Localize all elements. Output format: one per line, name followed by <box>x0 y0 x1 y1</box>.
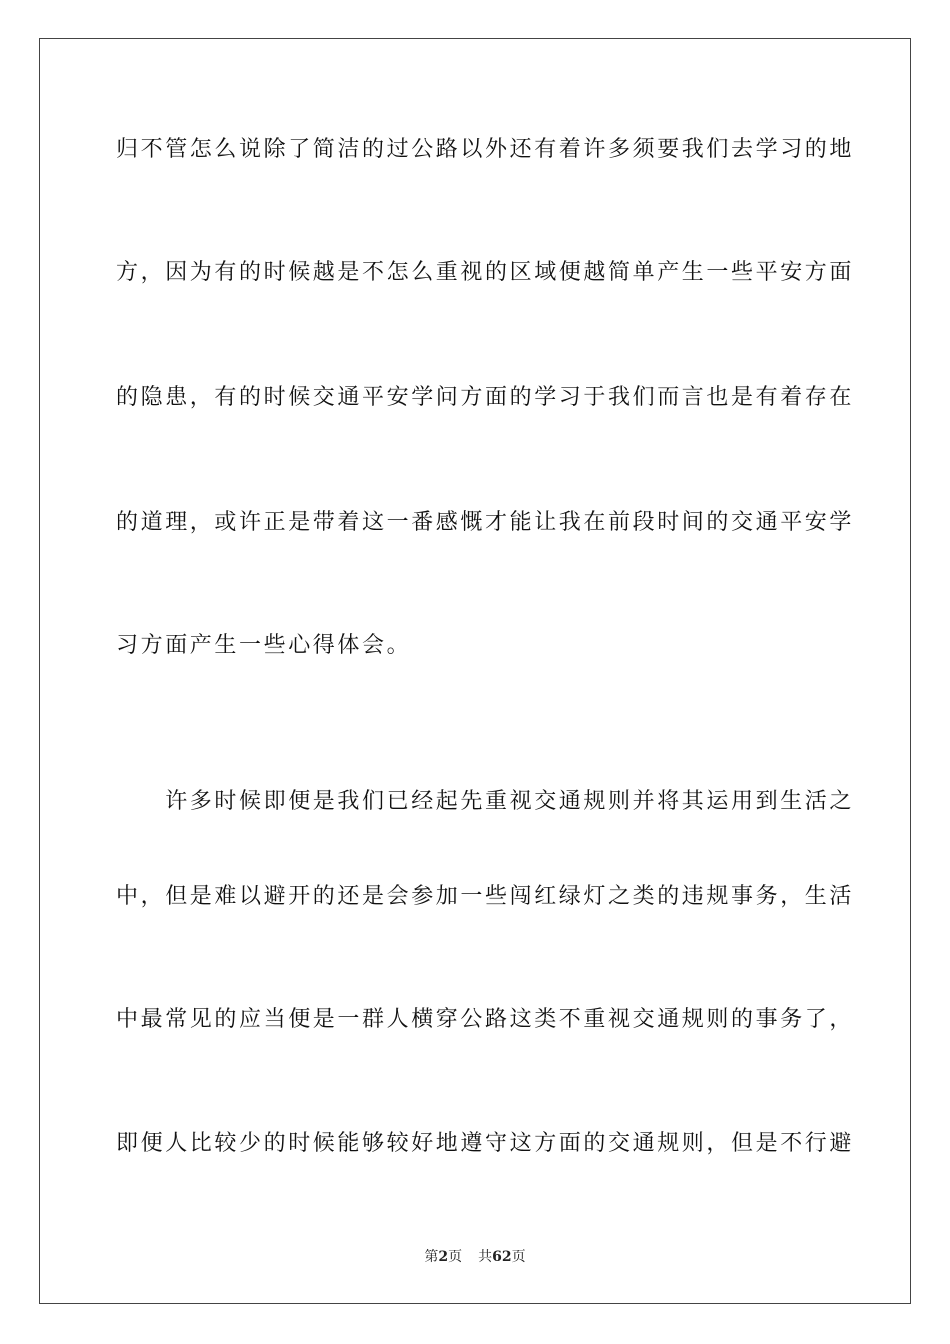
page-border <box>39 38 911 1304</box>
total-prefix: 共 <box>478 1249 493 1265</box>
page-footer <box>0 1248 950 1266</box>
page-number: 2 <box>438 1249 449 1265</box>
page-suffix: 页 <box>448 1249 463 1265</box>
text-line: 习方面产生一些心得体会。 <box>116 633 412 658</box>
text-line: 归不管怎么说除了简洁的过公路以外还有着许多须要我们去学习的地 <box>116 137 855 162</box>
total-pages: 62 <box>492 1249 512 1265</box>
paragraph-start-line: 许多时候即便是我们已经起先重视交通规则并将其运用到生活之 <box>116 789 855 814</box>
text-line: 中最常见的应当便是一群人横穿公路这类不重视交通规则的事务了， <box>116 1007 855 1032</box>
text-line: 的道理，或许正是带着这一番感慨才能让我在前段时间的交通平安学 <box>116 510 855 535</box>
text-line: 即便人比较少的时候能够较好地遵守这方面的交通规则，但是不行避 <box>116 1131 855 1156</box>
text-line: 中，但是难以避开的还是会参加一些闯红绿灯之类的违规事务，生活 <box>116 884 855 909</box>
page-prefix: 第 <box>424 1249 439 1265</box>
text-line: 的隐患，有的时候交通平安学问方面的学习于我们而言也是有着存在 <box>116 385 855 410</box>
total-suffix: 页 <box>511 1249 526 1265</box>
text-line: 方，因为有的时候越是不怎么重视的区域便越简单产生一些平安方面 <box>116 260 855 285</box>
